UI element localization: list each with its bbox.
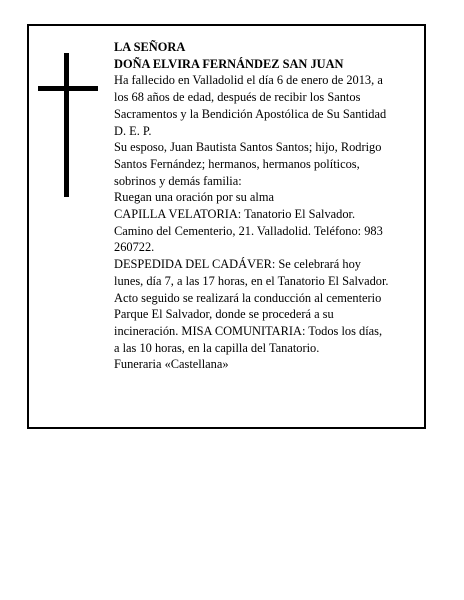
notice-line: lunes, día 7, a las 17 horas, en el Tanatorio El Salvador. [114,273,389,288]
notice-heading: LA SEÑORA [114,40,186,54]
notice-line: Parque El Salvador, donde se procederá a su [114,307,334,322]
funeral-home: Funeraria «Castellana» [114,357,229,372]
deceased-name: DOÑA ELVIRA FERNÁNDEZ SAN JUAN [114,56,344,71]
cross-icon [38,53,98,197]
notice-line: Sacramentos y la Bendición Apostólica de Su Santidad [114,106,387,121]
notice-line: D. E. P. [114,123,152,138]
notice-line: Ruegan una oración por su alma [114,190,274,205]
notice-line: 260722. [114,240,155,255]
notice-line: Santos Fernández; hermanos, hermanos políticos, [114,156,360,171]
notice-line: incineración. MISA COMUNITARIA: Todos los días, [114,323,383,338]
notice-line: a las 10 horas, en la capilla del Tanatorio. [114,340,320,355]
notice-line: sobrinos y demás familia: [114,173,242,188]
obituary-text [114,39,418,373]
cross-vertical-bar [64,53,69,197]
notice-line: Ha fallecido en Valladolid el día 6 de enero de 2013, a [114,73,383,88]
notice-line: Su esposo, Juan Bautista Santos Santos; hijo, Rodrigo [114,140,382,155]
notice-line: Acto seguido se realizará la conducción al cementerio [114,290,382,305]
notice-line: los 68 años de edad, después de recibir los Santos [114,90,361,105]
notice-line: CAPILLA VELATORIA: Tanatorio El Salvador. [114,207,356,222]
notice-line: Camino del Cementerio, 21. Valladolid. Teléfono: 983 [114,223,383,238]
cross-horizontal-bar [38,86,98,91]
notice-line: DESPEDIDA DEL CADÁVER: Se celebrará hoy [114,257,361,272]
